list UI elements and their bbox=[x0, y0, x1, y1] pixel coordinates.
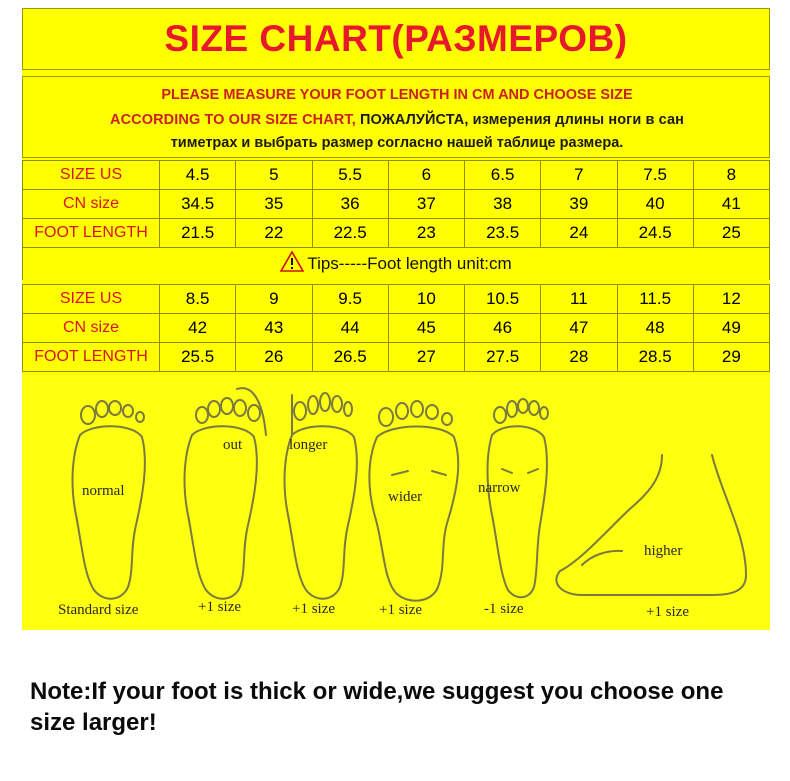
instruction-line-2-black: ПОЖАЛУЙСТА, измерения длины ноги в сан bbox=[355, 112, 684, 128]
foot-label-higher: higher bbox=[644, 543, 683, 559]
page-title: SIZE CHART(РАЗМЕРОВ) bbox=[22, 8, 770, 70]
foot-size-out: +1 size bbox=[198, 599, 242, 615]
table-row bbox=[23, 219, 770, 248]
table-cell: 40 bbox=[617, 190, 693, 219]
table-cell: 36 bbox=[312, 190, 388, 219]
table-row bbox=[23, 314, 770, 343]
table-cell: 8.5 bbox=[160, 285, 236, 314]
table-cell: 22.5 bbox=[312, 219, 388, 248]
table-cell: 46 bbox=[465, 314, 541, 343]
foot-longer-icon bbox=[285, 393, 357, 599]
table-cell: 27 bbox=[388, 343, 464, 372]
table-cell: 37 bbox=[388, 190, 464, 219]
table-cell: 9 bbox=[236, 285, 312, 314]
size-chart-panel bbox=[22, 8, 770, 630]
table-cell: 4.5 bbox=[160, 161, 236, 190]
row-label-cn-size: CN size bbox=[23, 314, 160, 343]
instruction-line-1: PLEASE MEASURE YOUR FOOT LENGTH IN CM AND CHOOSE SIZE bbox=[161, 87, 633, 103]
foot-narrow-icon bbox=[488, 399, 549, 597]
table-cell: 29 bbox=[693, 343, 769, 372]
foot-size-longer: +1 size bbox=[292, 601, 336, 617]
foot-size-narrow: -1 size bbox=[484, 601, 524, 617]
tips-text: Tips-----Foot length unit:cm bbox=[307, 254, 512, 273]
table-cell: 11 bbox=[541, 285, 617, 314]
table-cell: 45 bbox=[388, 314, 464, 343]
table-row bbox=[23, 190, 770, 219]
table-cell: 24.5 bbox=[617, 219, 693, 248]
instruction-line-2-red: ACCORDING TO OUR SIZE CHART, bbox=[110, 112, 356, 128]
table-cell: 6.5 bbox=[465, 161, 541, 190]
foot-types-panel bbox=[22, 375, 770, 630]
table-cell: 39 bbox=[541, 190, 617, 219]
table-cell: 44 bbox=[312, 314, 388, 343]
foot-label-normal: normal bbox=[82, 483, 125, 499]
foot-out-icon bbox=[185, 388, 266, 599]
table-row bbox=[23, 161, 770, 190]
foot-size-normal: Standard size bbox=[58, 602, 139, 618]
table-row bbox=[23, 343, 770, 372]
size-table-2 bbox=[22, 284, 770, 372]
table-cell: 10.5 bbox=[465, 285, 541, 314]
table-cell: 41 bbox=[693, 190, 769, 219]
foot-higher-icon bbox=[556, 455, 746, 595]
table-row bbox=[23, 285, 770, 314]
table-cell: 6 bbox=[388, 161, 464, 190]
table-cell: 42 bbox=[160, 314, 236, 343]
table-cell: 34.5 bbox=[160, 190, 236, 219]
table-cell: 7 bbox=[541, 161, 617, 190]
row-label-size-us: SIZE US bbox=[23, 161, 160, 190]
table-cell: 5.5 bbox=[312, 161, 388, 190]
foot-label-wider: wider bbox=[388, 489, 423, 505]
warning-icon bbox=[280, 251, 304, 277]
note-text: Note:If your foot is thick or wide,we suggest you choose one size larger! bbox=[30, 678, 724, 736]
row-label-foot-length: FOOT LENGTH bbox=[23, 343, 160, 372]
foot-size-higher: +1 size bbox=[646, 604, 690, 620]
table-cell: 7.5 bbox=[617, 161, 693, 190]
table-cell: 47 bbox=[541, 314, 617, 343]
table-cell: 35 bbox=[236, 190, 312, 219]
table-cell: 11.5 bbox=[617, 285, 693, 314]
foot-size-wider: +1 size bbox=[379, 602, 423, 618]
foot-label-narrow: narrow bbox=[478, 480, 521, 496]
table-cell: 26 bbox=[236, 343, 312, 372]
row-label-size-us: SIZE US bbox=[23, 285, 160, 314]
table-cell: 25 bbox=[693, 219, 769, 248]
row-label-foot-length: FOOT LENGTH bbox=[23, 219, 160, 248]
instruction-line-2 bbox=[23, 112, 771, 128]
table-cell: 24 bbox=[541, 219, 617, 248]
table-cell: 23 bbox=[388, 219, 464, 248]
table-cell: 23.5 bbox=[465, 219, 541, 248]
table-cell: 25.5 bbox=[160, 343, 236, 372]
table-cell: 43 bbox=[236, 314, 312, 343]
table-cell: 49 bbox=[693, 314, 769, 343]
row-label-cn-size: CN size bbox=[23, 190, 160, 219]
instruction-line-3: тиметрах и выбрать размер согласно нашей таблице размера. bbox=[170, 135, 624, 151]
table-cell: 38 bbox=[465, 190, 541, 219]
table-cell: 9.5 bbox=[312, 285, 388, 314]
table-cell: 22 bbox=[236, 219, 312, 248]
tips-row bbox=[22, 248, 770, 280]
foot-label-out: out bbox=[223, 437, 243, 453]
table-cell: 28 bbox=[541, 343, 617, 372]
table-cell: 48 bbox=[617, 314, 693, 343]
foot-label-longer: longer bbox=[289, 437, 328, 453]
instructions-box bbox=[22, 76, 770, 158]
table-cell: 28.5 bbox=[617, 343, 693, 372]
table-cell: 10 bbox=[388, 285, 464, 314]
table-cell: 12 bbox=[693, 285, 769, 314]
table-cell: 26.5 bbox=[312, 343, 388, 372]
table-cell: 8 bbox=[693, 161, 769, 190]
table-cell: 27.5 bbox=[465, 343, 541, 372]
table-cell: 5 bbox=[236, 161, 312, 190]
table-cell: 21.5 bbox=[160, 219, 236, 248]
size-table-1 bbox=[22, 160, 770, 248]
